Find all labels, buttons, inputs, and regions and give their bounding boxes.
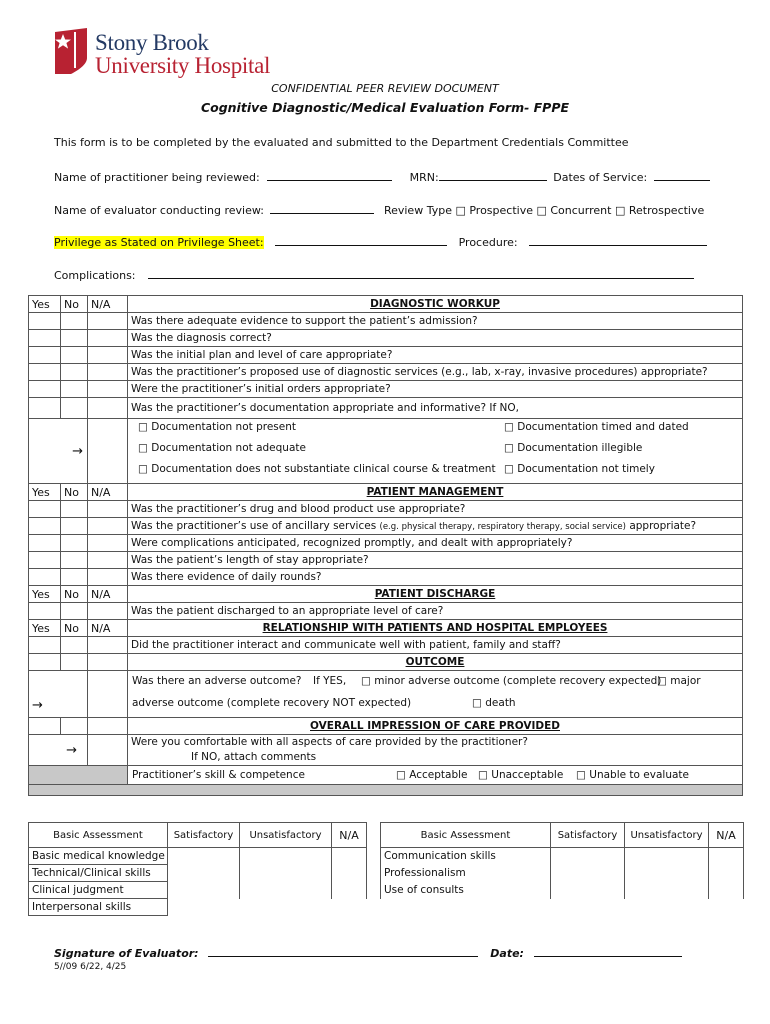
section-relationship: RELATIONSHIP WITH PATIENTS AND HOSPITAL EMPLOYEES xyxy=(128,620,743,637)
empty-cell xyxy=(551,899,625,916)
question-example: (e.g. physical therapy, respiratory therapy, social service) xyxy=(379,522,626,532)
yes-cell[interactable] xyxy=(29,501,61,518)
col-na-right: N/A xyxy=(709,823,744,848)
table-row xyxy=(29,552,743,569)
section-patient-discharge: PATIENT DISCHARGE xyxy=(128,586,743,603)
na-header: N/A xyxy=(88,586,128,603)
question-text: Were complications anticipated, recognized promptly, and dealt with appropriately? xyxy=(128,535,743,552)
signature-row xyxy=(54,944,682,960)
no-cell[interactable] xyxy=(61,718,88,735)
arrow-icon: → xyxy=(29,735,88,766)
question-text: Were the practitioner’s initial orders appropriate? xyxy=(128,381,743,398)
na-cell[interactable] xyxy=(88,535,128,552)
logo-text-line1: Stony Brook xyxy=(95,30,209,55)
death-checkbox[interactable]: □ death xyxy=(472,697,516,709)
review-concurrent-checkbox[interactable]: □ Concurrent xyxy=(536,204,612,217)
section-diagnostic-workup: DIAGNOSTIC WORKUP xyxy=(128,296,743,313)
major-outcome-checkbox[interactable]: □ major xyxy=(657,675,701,687)
documentation-options xyxy=(128,419,743,484)
na-cell[interactable] xyxy=(88,654,128,671)
satisfactory-cell[interactable] xyxy=(551,865,625,882)
question-text: Was there evidence of daily rounds? xyxy=(128,569,743,586)
spacer-cell xyxy=(367,848,381,865)
assessment-item: Communication skills xyxy=(381,848,551,865)
satisfactory-cell[interactable] xyxy=(551,882,625,899)
review-type-label: Review Type xyxy=(383,204,452,217)
col-na: N/A xyxy=(332,823,367,848)
question-end: appropriate? xyxy=(629,520,697,532)
privilege-row xyxy=(54,233,707,249)
unacceptable-checkbox[interactable]: □ Unacceptable xyxy=(478,769,564,781)
mrn-label: MRN: xyxy=(409,171,439,184)
no-cell[interactable] xyxy=(61,552,88,569)
no-header: No xyxy=(61,620,88,637)
na-cell[interactable] xyxy=(88,518,128,535)
yes-cell[interactable] xyxy=(29,398,61,419)
table-row xyxy=(29,569,743,586)
doc-not-substantiate-checkbox[interactable]: □ Documentation does not substantiate clinical course & treatment xyxy=(138,463,496,475)
no-cell[interactable] xyxy=(61,364,88,381)
assessment-item: Clinical judgment xyxy=(29,882,168,899)
table-row xyxy=(29,296,743,313)
hospital-logo-icon xyxy=(53,28,89,74)
question-text: Did the practitioner interact and communicate well with patient, family and staff? xyxy=(128,637,743,654)
table-row xyxy=(29,718,743,735)
procedure-field[interactable] xyxy=(529,233,707,246)
major-outcome-continued: adverse outcome (complete recovery NOT expected) xyxy=(132,697,412,709)
doc-timed-dated-checkbox[interactable]: □ Documentation timed and dated xyxy=(504,421,689,433)
no-cell[interactable] xyxy=(61,501,88,518)
table-row xyxy=(29,671,743,718)
table-row xyxy=(29,848,744,865)
adverse-outcome-question: Was there an adverse outcome? xyxy=(132,675,302,687)
question-text: Was the practitioner’s documentation appropriate and informative? If NO, xyxy=(128,398,743,419)
table-row xyxy=(29,364,743,381)
yes-cell[interactable] xyxy=(29,718,61,735)
table-row xyxy=(29,313,743,330)
yes-cell[interactable] xyxy=(29,535,61,552)
question-text: Was the practitioner’s drug and blood product use appropriate? xyxy=(128,501,743,518)
na-cell[interactable] xyxy=(88,637,128,654)
overall-question-text: Were you comfortable with all aspects of care provided by the practitioner? xyxy=(131,736,528,748)
satisfactory-cell[interactable] xyxy=(168,848,240,865)
yes-header: Yes xyxy=(29,586,61,603)
yes-cell[interactable] xyxy=(29,381,61,398)
unsatisfactory-cell[interactable] xyxy=(240,882,332,899)
evaluator-row xyxy=(54,201,704,217)
no-cell[interactable] xyxy=(61,654,88,671)
col-unsatisfactory: Unsatisfactory xyxy=(240,823,332,848)
na-cell[interactable] xyxy=(88,569,128,586)
question-text: Was the patient discharged to an appropriate level of care? xyxy=(128,603,743,620)
section-outcome: OUTCOME xyxy=(128,654,743,671)
mrn-field[interactable] xyxy=(439,168,547,181)
arrow-icon: → xyxy=(29,671,88,718)
date-field[interactable] xyxy=(534,944,682,957)
table-row xyxy=(29,823,744,848)
no-cell[interactable] xyxy=(61,347,88,364)
question-text: Was the diagnosis correct? xyxy=(128,330,743,347)
na-cell[interactable] xyxy=(332,848,367,865)
complications-field[interactable] xyxy=(148,266,694,279)
satisfactory-cell[interactable] xyxy=(168,865,240,882)
unable-evaluate-checkbox[interactable]: □ Unable to evaluate xyxy=(576,769,689,781)
assessment-item: Interpersonal skills xyxy=(29,899,168,916)
na-cell[interactable] xyxy=(88,671,128,718)
na-header: N/A xyxy=(88,296,128,313)
dates-field[interactable] xyxy=(654,168,710,181)
na-cell[interactable] xyxy=(88,347,128,364)
na-cell[interactable] xyxy=(88,552,128,569)
yes-cell[interactable] xyxy=(29,637,61,654)
assessment-item: Basic medical knowledge xyxy=(29,848,168,865)
review-table xyxy=(28,295,743,796)
assessment-item: Use of consults xyxy=(381,882,551,899)
arrow-icon: → xyxy=(29,419,88,484)
na-cell[interactable] xyxy=(88,313,128,330)
table-row xyxy=(29,381,743,398)
assessment-item: Professionalism xyxy=(381,865,551,882)
table-row xyxy=(29,620,743,637)
table-row xyxy=(29,398,743,419)
spacer-cell xyxy=(367,865,381,882)
table-row xyxy=(29,882,744,899)
empty-cell xyxy=(168,899,240,916)
no-cell[interactable] xyxy=(61,518,88,535)
assessment-item: Technical/Clinical skills xyxy=(29,865,168,882)
na-cell[interactable] xyxy=(88,364,128,381)
yes-cell[interactable] xyxy=(29,330,61,347)
na-cell[interactable] xyxy=(88,419,128,484)
practitioner-row xyxy=(54,168,710,184)
empty-cell xyxy=(240,899,332,916)
hospital-logo xyxy=(53,26,273,82)
empty-cell xyxy=(381,899,551,916)
table-row xyxy=(29,735,743,766)
table-row xyxy=(29,603,743,620)
no-cell[interactable] xyxy=(61,381,88,398)
na-cell[interactable] xyxy=(709,865,744,882)
yes-header: Yes xyxy=(29,484,61,501)
question-text: Was the initial plan and level of care appropriate? xyxy=(128,347,743,364)
confidential-heading: CONFIDENTIAL PEER REVIEW DOCUMENT xyxy=(271,82,499,95)
na-cell[interactable] xyxy=(88,330,128,347)
table-row xyxy=(29,347,743,364)
no-header: No xyxy=(61,484,88,501)
no-cell[interactable] xyxy=(61,313,88,330)
doc-illegible-checkbox[interactable]: □ Documentation illegible xyxy=(504,442,643,454)
empty-cell xyxy=(709,899,744,916)
table-row xyxy=(29,899,744,916)
signature-field[interactable] xyxy=(208,944,478,957)
signature-label: Signature of Evaluator: xyxy=(54,947,199,960)
acceptable-checkbox[interactable]: □ Acceptable xyxy=(396,769,468,781)
spacer-cell xyxy=(367,899,381,916)
procedure-label: Procedure: xyxy=(458,236,518,249)
gray-divider xyxy=(29,785,743,796)
col-basic-assessment: Basic Assessment xyxy=(29,823,168,848)
yes-cell[interactable] xyxy=(29,654,61,671)
basic-assessment-table xyxy=(28,822,744,916)
complications-label: Complications: xyxy=(54,269,136,282)
privilege-field[interactable] xyxy=(275,233,447,246)
no-cell[interactable] xyxy=(61,535,88,552)
na-header: N/A xyxy=(88,484,128,501)
table-row xyxy=(29,501,743,518)
minor-outcome-checkbox[interactable]: □ minor adverse outcome (complete recovery expected) xyxy=(361,675,662,687)
unsatisfactory-cell[interactable] xyxy=(240,848,332,865)
attach-comments-text: If NO, attach comments xyxy=(191,751,317,763)
na-cell[interactable] xyxy=(88,501,128,518)
no-cell[interactable] xyxy=(61,398,88,419)
privilege-label: Privilege as Stated on Privilege Sheet: xyxy=(54,236,264,249)
yes-cell[interactable] xyxy=(29,313,61,330)
empty-cell xyxy=(332,899,367,916)
yes-header: Yes xyxy=(29,620,61,637)
spacer-cell xyxy=(367,823,381,848)
date-label: Date: xyxy=(490,947,524,960)
col-satisfactory-right: Satisfactory xyxy=(551,823,625,848)
yes-cell[interactable] xyxy=(29,364,61,381)
no-cell[interactable] xyxy=(61,330,88,347)
practitioner-field[interactable] xyxy=(267,168,392,181)
unsatisfactory-cell[interactable] xyxy=(625,848,709,865)
doc-not-present-checkbox[interactable]: □ Documentation not present xyxy=(138,421,296,433)
outcome-options xyxy=(128,671,743,718)
yes-cell[interactable] xyxy=(29,518,61,535)
section-overall-impression: OVERALL IMPRESSION OF CARE PROVIDED xyxy=(128,718,743,735)
doc-not-adequate-checkbox[interactable]: □ Documentation not adequate xyxy=(138,442,306,454)
satisfactory-cell[interactable] xyxy=(551,848,625,865)
table-row xyxy=(29,586,743,603)
skill-row xyxy=(128,766,743,785)
table-row xyxy=(29,535,743,552)
yes-cell[interactable] xyxy=(29,552,61,569)
spacer-cell xyxy=(367,882,381,899)
table-row xyxy=(29,766,743,785)
section-patient-management: PATIENT MANAGEMENT xyxy=(128,484,743,501)
col-satisfactory: Satisfactory xyxy=(168,823,240,848)
yes-header: Yes xyxy=(29,296,61,313)
question-text xyxy=(128,518,743,535)
na-cell[interactable] xyxy=(709,848,744,865)
no-header: No xyxy=(61,296,88,313)
col-basic-assessment-right: Basic Assessment xyxy=(381,823,551,848)
evaluator-field[interactable] xyxy=(270,201,374,214)
na-cell[interactable] xyxy=(88,718,128,735)
review-prospective-checkbox[interactable]: □ Prospective xyxy=(455,204,533,217)
table-row xyxy=(29,785,743,796)
overall-question xyxy=(128,735,743,766)
no-cell[interactable] xyxy=(61,637,88,654)
table-row xyxy=(29,654,743,671)
satisfactory-cell[interactable] xyxy=(168,882,240,899)
evaluator-label: Name of evaluator conducting review: xyxy=(54,204,264,217)
table-row xyxy=(29,330,743,347)
table-row xyxy=(29,865,744,882)
no-cell[interactable] xyxy=(61,569,88,586)
no-cell[interactable] xyxy=(61,603,88,620)
instruction-text: This form is to be completed by the evaluated and submitted to the Department Credentials Committee xyxy=(54,136,629,149)
question-text: Was the practitioner’s proposed use of diagnostic services (e.g., lab, x-ray, invasive procedures) appropriate? xyxy=(128,364,743,381)
form-title: Cognitive Diagnostic/Medical Evaluation Form- FPPE xyxy=(200,100,570,115)
na-cell[interactable] xyxy=(88,398,128,419)
yes-cell[interactable] xyxy=(29,347,61,364)
na-cell[interactable] xyxy=(88,381,128,398)
practitioner-label: Name of practitioner being reviewed: xyxy=(54,171,260,184)
version-text: 5//09 6/22, 4/25 xyxy=(54,962,127,972)
review-retrospective-checkbox[interactable]: □ Retrospective xyxy=(614,204,705,217)
doc-not-timely-checkbox[interactable]: □ Documentation not timely xyxy=(504,463,655,475)
question-main: Was the practitioner’s use of ancillary services xyxy=(131,520,377,532)
table-row xyxy=(29,518,743,535)
question-text: Was there adequate evidence to support the patient’s admission? xyxy=(128,313,743,330)
col-unsatisfactory-right: Unsatisfactory xyxy=(625,823,709,848)
unsatisfactory-cell[interactable] xyxy=(240,865,332,882)
table-row xyxy=(29,637,743,654)
na-cell[interactable] xyxy=(88,735,128,766)
na-cell[interactable] xyxy=(332,865,367,882)
skill-label: Practitioner’s skill & competence xyxy=(132,769,305,781)
dates-label: Dates of Service: xyxy=(553,171,648,184)
na-cell[interactable] xyxy=(88,603,128,620)
if-yes-label: If YES, xyxy=(313,675,347,687)
na-cell[interactable] xyxy=(332,882,367,899)
unsatisfactory-cell[interactable] xyxy=(625,882,709,899)
yes-cell[interactable] xyxy=(29,603,61,620)
na-cell[interactable] xyxy=(709,882,744,899)
table-row xyxy=(29,484,743,501)
complications-row xyxy=(54,266,694,282)
empty-cell xyxy=(625,899,709,916)
logo-text-line2: University Hospital xyxy=(95,53,271,78)
yes-cell[interactable] xyxy=(29,569,61,586)
no-header: No xyxy=(61,586,88,603)
unsatisfactory-cell[interactable] xyxy=(625,865,709,882)
table-row xyxy=(29,419,743,484)
question-text: Was the patient’s length of stay appropriate? xyxy=(128,552,743,569)
na-header: N/A xyxy=(88,620,128,637)
gray-cell xyxy=(29,766,128,785)
